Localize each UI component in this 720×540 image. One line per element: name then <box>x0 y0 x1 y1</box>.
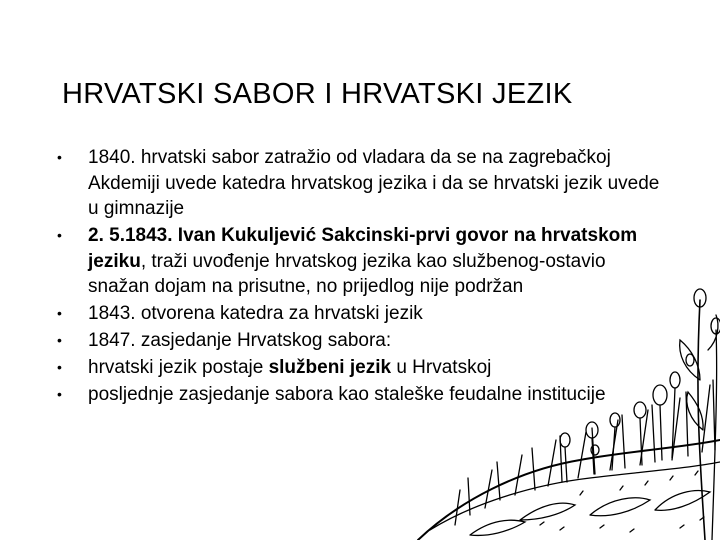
bullet-marker: • <box>57 332 62 348</box>
bullet-bold-text: 2. 5.1843. Ivan Kukuljević Sakcinski-prvi govor na hrvatskom jeziku <box>88 225 638 272</box>
list-item <box>57 301 662 327</box>
list-item <box>57 223 662 300</box>
bullet-marker: • <box>57 305 62 321</box>
bullet-text: 1840. hrvatski sabor zatražio od vladara da se na zagrebačkoj Akdemiji uvede katedra hrvatskog jezika i da se hrvatski jezik uvede u gimnazije <box>88 147 660 219</box>
list-item <box>57 145 662 222</box>
list-item <box>57 355 662 381</box>
bullet-text: , traži uvođenje hrvatskog jezika kao službenog-ostavio snažan dojam na prisutne, no prijedlog nije podržan <box>88 250 606 297</box>
bullet-marker: • <box>57 386 62 402</box>
bullet-marker: • <box>57 149 62 165</box>
bullet-bold-text: službeni jezik <box>268 357 392 378</box>
list-item <box>57 382 662 408</box>
bullet-text: 1847. zasjedanje Hrvatskog sabora: <box>88 330 392 351</box>
bullet-text: u Hrvatskoj <box>391 357 492 378</box>
slide-title: HRVATSKI SABOR I HRVATSKI JEZIK <box>62 78 573 110</box>
bullet-text: 1843. otvorena katedra za hrvatski jezik <box>88 303 423 324</box>
bullet-text-before: hrvatski jezik postaje <box>88 357 269 378</box>
bullet-list <box>57 145 662 409</box>
list-item <box>57 328 662 354</box>
bullet-text: posljednje zasjedanje sabora kao staleške feudalne institucije <box>88 384 606 405</box>
bullet-marker: • <box>57 227 62 243</box>
bullet-marker: • <box>57 359 62 375</box>
